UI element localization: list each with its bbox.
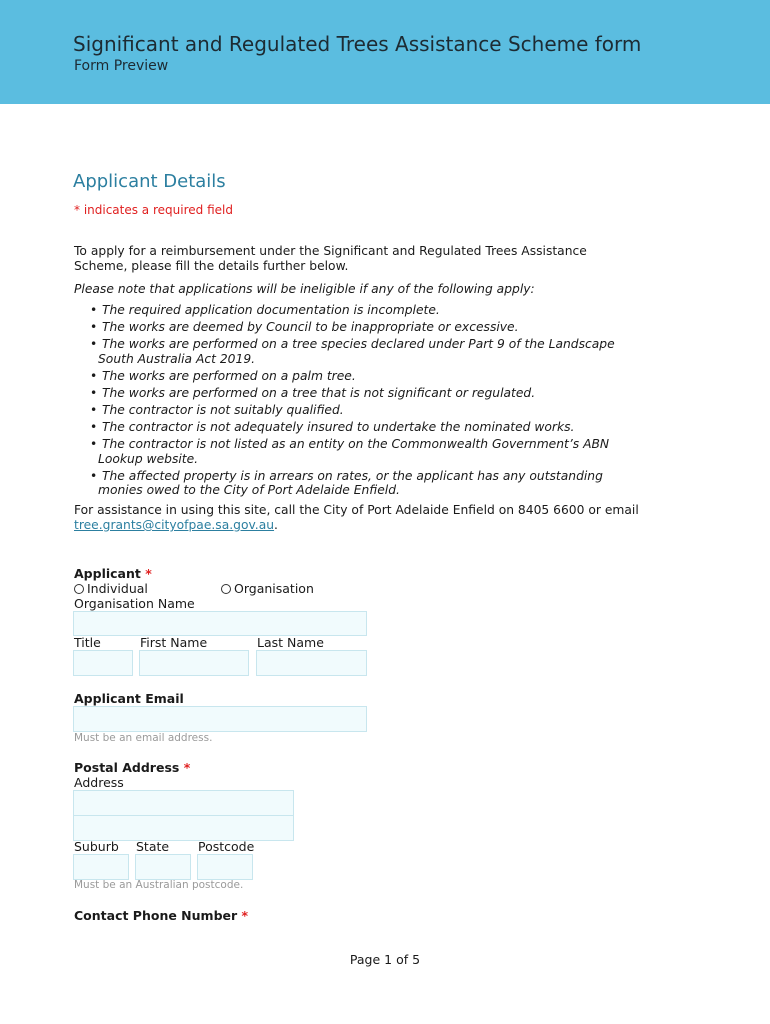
suburb-input[interactable] bbox=[73, 854, 129, 880]
intro-text bbox=[74, 244, 694, 274]
applicant-email-input[interactable] bbox=[73, 706, 367, 732]
required-star: * bbox=[183, 760, 191, 775]
assistance-email-link[interactable]: tree.grants@cityofpae.sa.gov.au bbox=[74, 518, 275, 532]
address-label: Address bbox=[74, 775, 124, 790]
radio-organisation[interactable]: Organisation bbox=[221, 581, 314, 596]
page-number: Page 1 of 5 bbox=[349, 952, 421, 967]
list-item: • The works are performed on a tree species declared under Part 9 of the Landscape South Australia Act 2019. bbox=[90, 337, 690, 366]
required-field-note: * indicates a required field bbox=[74, 203, 233, 217]
list-item: • The works are deemed by Council to be inappropriate or excessive. bbox=[90, 320, 690, 335]
list-item: • The works are performed on a tree that is not significant or regulated. bbox=[90, 386, 690, 401]
first-name-input[interactable] bbox=[139, 650, 249, 676]
assistance-text: For assistance in using this site, call the City of Port Adelaide Enfield on 8405 6600 or email tree.grants@cityofpae.sa.gov.au. bbox=[74, 503, 639, 532]
radio-circle-icon[interactable] bbox=[221, 584, 231, 594]
ineligibility-list bbox=[90, 303, 690, 500]
postal-address-label: Postal Address * bbox=[74, 760, 191, 775]
assistance-line: For assistance in using this site, call the City of Port Adelaide Enfield on 8405 6600 or email bbox=[74, 503, 639, 517]
organisation-name-label: Organisation Name bbox=[74, 596, 195, 611]
section-title: Applicant Details bbox=[73, 171, 226, 192]
form-header bbox=[0, 0, 770, 104]
postcode-label: Postcode bbox=[198, 839, 255, 854]
address-line-1-input[interactable] bbox=[73, 790, 294, 816]
state-label: State bbox=[136, 839, 170, 854]
title-label: Title bbox=[74, 635, 101, 650]
state-input[interactable] bbox=[135, 854, 191, 880]
first-name-label: First Name bbox=[140, 635, 208, 650]
ineligibility-note: Please note that applications will be ineligible if any of the following apply: bbox=[74, 282, 535, 296]
radio-circle-icon[interactable] bbox=[74, 584, 84, 594]
postcode-input[interactable] bbox=[197, 854, 253, 880]
applicant-label: Applicant * bbox=[74, 566, 152, 581]
last-name-label: Last Name bbox=[257, 635, 324, 650]
form-subtitle: Form Preview bbox=[74, 58, 169, 74]
organisation-name-input[interactable] bbox=[73, 611, 367, 636]
email-hint: Must be an email address. bbox=[74, 732, 213, 744]
title-input[interactable] bbox=[73, 650, 133, 676]
intro-line-1: To apply for a reimbursement under the Significant and Regulated Trees Assistance bbox=[74, 244, 587, 258]
suburb-label: Suburb bbox=[74, 839, 119, 854]
list-item: • The affected property is in arrears on rates, or the applicant has any outstanding monies owed to the City of Port Adelaide Enfield. bbox=[90, 469, 690, 498]
radio-individual[interactable]: Individual bbox=[74, 581, 148, 596]
required-star: * bbox=[145, 566, 152, 581]
list-item: • The contractor is not listed as an entity on the Commonwealth Government’s ABN Lookup website. bbox=[90, 437, 690, 466]
last-name-input[interactable] bbox=[256, 650, 367, 676]
list-item: • The required application documentation is incomplete. bbox=[90, 303, 690, 318]
applicant-email-label: Applicant Email bbox=[74, 691, 184, 706]
list-item: • The contractor is not suitably qualified. bbox=[90, 403, 690, 418]
list-item: • The contractor is not adequately insured to undertake the nominated works. bbox=[90, 420, 690, 435]
required-star: * bbox=[241, 908, 249, 923]
postcode-hint: Must be an Australian postcode. bbox=[74, 879, 244, 891]
address-line-2-input[interactable] bbox=[73, 815, 294, 841]
intro-line-2: Scheme, please fill the details further below. bbox=[74, 259, 349, 273]
form-title: Significant and Regulated Trees Assistance Scheme form bbox=[73, 32, 642, 56]
list-item: • The works are performed on a palm tree. bbox=[90, 369, 690, 384]
contact-phone-label: Contact Phone Number * bbox=[74, 908, 249, 923]
